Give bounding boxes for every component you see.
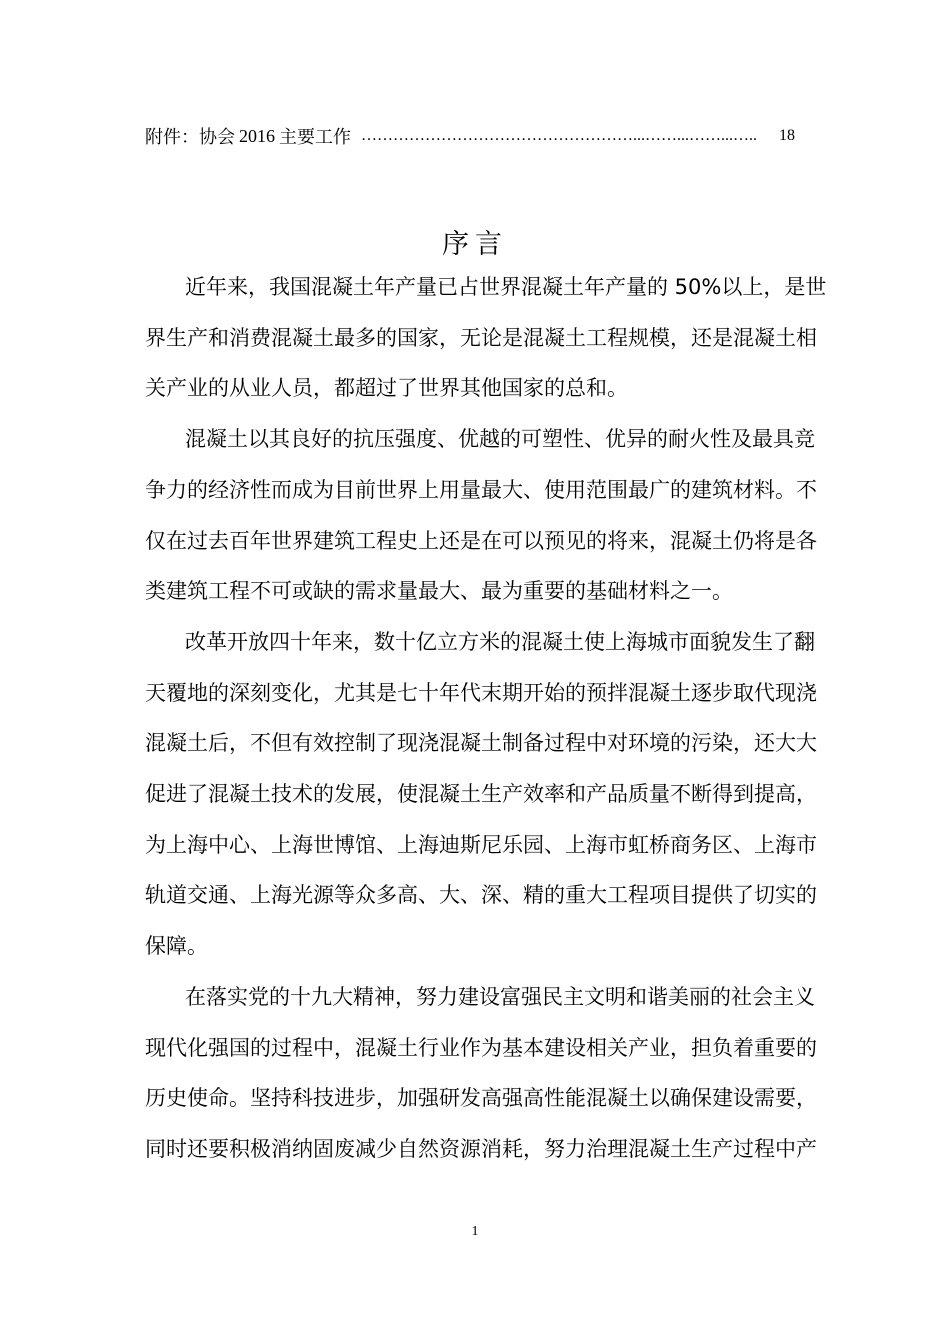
paragraph-line: 天覆地的深刻变化，尤其是七十年代末期开始的预拌混凝土逐步取代现浇: [145, 680, 817, 705]
paragraph-line: 促进了混凝土技术的发展，使混凝土生产效率和产品质量不断得到提高，: [145, 782, 817, 806]
paragraph-line: 现代化强国的过程中，混凝土行业作为基本建设相关产业，担负着重要的: [145, 1035, 817, 1060]
page-number: 1: [471, 1224, 479, 1239]
paragraph-line: 界生产和消费混凝土最多的国家，无论是混凝土工程规模，还是混凝土相: [145, 325, 817, 350]
paragraph-line: 类建筑工程不可或缺的需求量最大、最为重要的基础材料之一。: [145, 579, 733, 604]
toc-entry-year: 2016: [239, 125, 275, 146]
toc-entry-appendix[interactable]: [145, 122, 795, 150]
toc-page-number: 18: [779, 127, 795, 144]
paragraph-line: 在落实党的十九大精神，努力建设富强民主文明和谐美丽的社会主义: [185, 984, 815, 1009]
toc-entry-label: 附件：协会: [145, 127, 235, 148]
toc-entry-label-rest: 主要工作: [279, 127, 351, 148]
paragraph-line: 争力的经济性而成为目前世界上用量最大、使用范围最广的建筑材料。不: [145, 477, 817, 502]
paragraph-line: 关产业的从业人员，都超过了世界其他国家的总和。: [145, 376, 628, 401]
paragraph-line: 轨道交通、上海光源等众多高、大、深、精的重大工程项目提供了切实的: [145, 883, 817, 908]
paragraph-line: 同时还要积极消纳固废减少自然资源消耗，努力治理混凝土生产过程中产: [145, 1136, 817, 1161]
paragraph-line: 混凝土以其良好的抗压强度、优越的可塑性、优异的耐火性及最具竞: [185, 427, 815, 452]
paragraph-line: 改革开放四十年来，数十亿立方米的混凝土使上海城市面貌发生了翻: [185, 629, 815, 654]
toc-leader-dots: ……………………………………………...……...……...…..: [361, 127, 757, 144]
paragraph-line: 历史使命。坚持科技进步，加强研发高强高性能混凝土以确保建设需要，: [145, 1086, 817, 1111]
paragraph-line: 仅在过去百年世界建筑工程史上还是在可以预见的将来，混凝土仍将是各: [145, 528, 817, 553]
paragraph-line: 为上海中心、上海世博馆、上海迪斯尼乐园、上海市虹桥商务区、上海市: [145, 832, 817, 857]
section-title: 序言: [442, 229, 508, 260]
paragraph-line: 混凝土后，不但有效控制了现浇混凝土制备过程中对环境的污染，还大大: [145, 731, 817, 756]
paragraph-line: 近年来，我国混凝土年产量已占世界混凝土年产量的 50%以上，是世: [185, 275, 827, 299]
paragraph-line: 保障。: [145, 934, 208, 959]
